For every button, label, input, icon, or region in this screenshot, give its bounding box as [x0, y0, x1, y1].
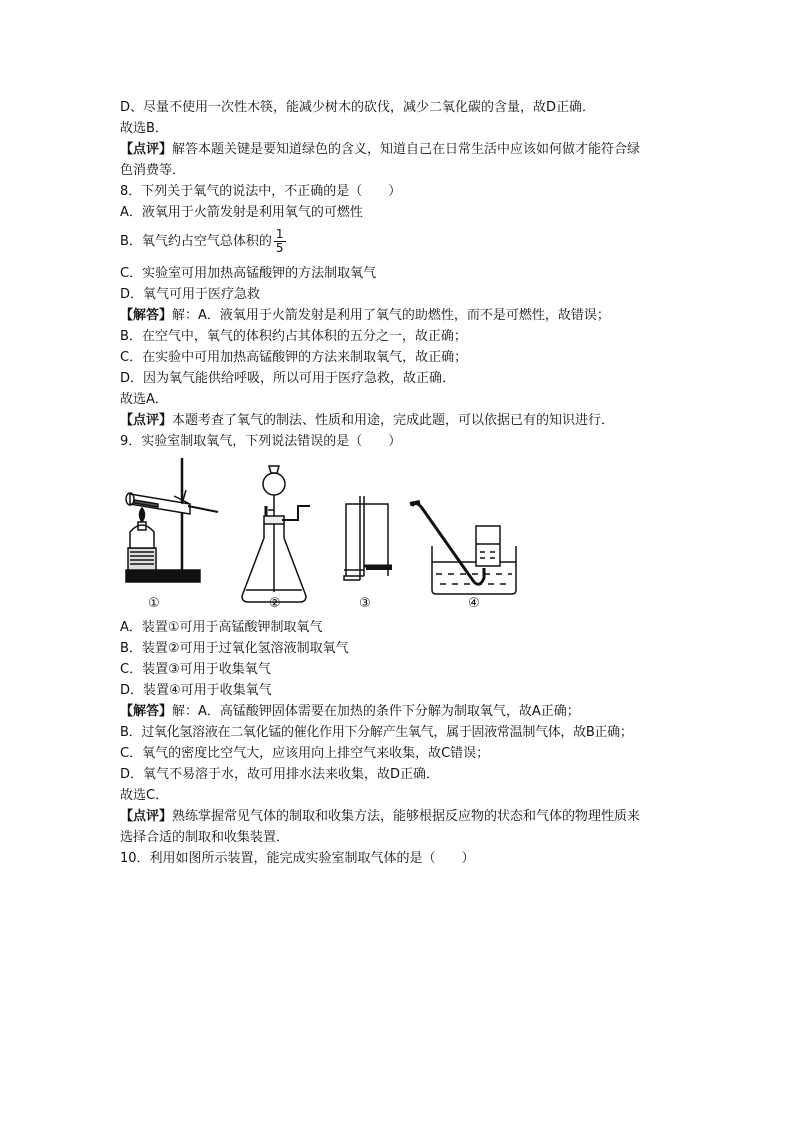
question-9-stem: 9．实验室制取氧气，下列说法错误的是（ ）	[120, 434, 402, 449]
text-line: C．氧气的密度比空气大，应该用向上排空气来收集，故C错误；	[120, 746, 490, 761]
comment-tag: 【点评】	[120, 809, 173, 824]
apparatus-4-water-trough	[410, 502, 516, 594]
figure-label-3: ③	[359, 596, 371, 611]
text-line: 色消费等．	[120, 163, 186, 178]
figure-label-4: ④	[468, 596, 480, 611]
text-line: B．过氧化氢溶液在二氧化锰的催化作用下分解产生氧气，属于固液常温制气体，故B正确；	[120, 725, 633, 740]
text-line: B．在空气中，氧气的体积约占其体积的五分之一，故正确；	[120, 329, 467, 344]
text-line: D．因为氧气能供给呼吸，所以可用于医疗急救，故正确．	[120, 371, 456, 386]
comment-text: 解答本题关键是要知道绿色的含义，知道自己在日常生活中应该如何做才能符合绿	[172, 142, 641, 157]
option-b-text: B．氧气约占空气总体积的	[120, 234, 272, 249]
apparatus-3-gas-bottle	[344, 496, 392, 580]
figure-label-2: ②	[269, 596, 281, 611]
comment-line	[120, 413, 614, 429]
answer-tag: 【解答】	[120, 704, 173, 719]
text-line: 故选C．	[120, 788, 169, 803]
text-line: C．在实验中可用加热高锰酸钾的方法来制取氧气，故正确；	[120, 350, 468, 365]
question-9-option-d: D．装置④可用于收集氧气	[120, 683, 272, 698]
figure-label-1: ①	[148, 596, 160, 611]
question-8-option-d: D．氧气可用于医疗急救	[120, 287, 261, 302]
comment-tag: 【点评】	[120, 142, 173, 157]
answer-text: 解：A．高锰酸钾固体需要在加热的条件下分解为制取氧气，故A正确；	[172, 704, 580, 719]
question-8-option-a: A．液氧用于火箭发射是利用氧气的可燃性	[120, 205, 363, 220]
question-8-option-c: C．实验室可用加热高锰酸钾的方法制取氧气	[120, 266, 377, 281]
apparatus-2-flask-funnel	[242, 466, 310, 602]
fraction-numerator: 1	[275, 227, 284, 241]
question-8-stem: 8．下列关于氧气的说法中，不正确的是（ ）	[120, 184, 402, 199]
comment-text: 熟练掌握常见气体的制取和收集方法，能够根据反应物的状态和气体的物理性质来	[172, 809, 641, 824]
text-line: D、尽量不使用一次性木筷，能减少树木的砍伐，减少二氧化碳的含量，故D正确．	[120, 100, 596, 115]
comment-text: 本题考查了氧气的制法、性质和用途，完成此题，可以依据已有的知识进行．	[172, 413, 615, 428]
question-10-stem: 10．利用如图所示装置，能完成实验室制取气体的是（ ）	[120, 851, 475, 866]
comment-line	[120, 809, 640, 825]
apparatus-1-heating-tube	[126, 458, 218, 582]
apparatus-figure	[118, 456, 538, 616]
text-line: 故选A．	[120, 392, 168, 407]
text-line: 选择合适的制取和收集装置．	[120, 830, 290, 845]
fraction-denominator: 5	[275, 241, 284, 255]
answer-line	[120, 308, 610, 324]
question-9-option-b: B．装置②可用于过氧化氢溶液制取氧气	[120, 641, 349, 656]
comment-tag: 【点评】	[120, 413, 173, 428]
question-9-option-a: A．装置①可用于高锰酸钾制取氧气	[120, 620, 323, 635]
answer-line	[120, 704, 580, 720]
text-line: 故选B．	[120, 121, 168, 136]
answer-text: 解：A．液氧用于火箭发射是利用了氧气的助燃性，而不是可燃性，故错误；	[172, 308, 610, 323]
question-9-option-c: C．装置③可用于收集氧气	[120, 662, 271, 677]
question-8-option-b	[120, 228, 286, 258]
text-line: D．氧气不易溶于水，故可用排水法来收集，故D正确．	[120, 767, 440, 782]
fraction	[274, 228, 286, 255]
comment-line	[120, 142, 640, 158]
answer-tag: 【解答】	[120, 308, 173, 323]
